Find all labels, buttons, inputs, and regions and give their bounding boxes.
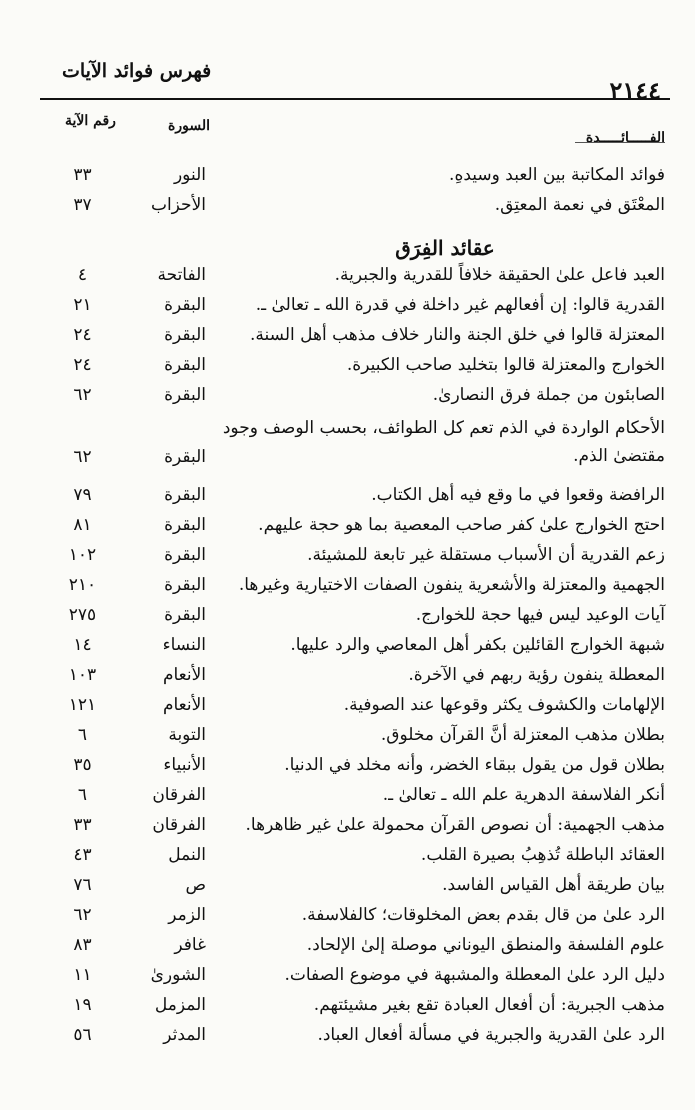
sura-name: البقرة [164, 605, 206, 625]
table-row [0, 812, 695, 842]
faida-text: الجهمية والمعتزلة والأشعرية ينفون الصفات الاختيارية وغيرها. [238, 575, 665, 595]
faida-text: زعم القدرية أن الأسباب مستقلة غير تابعة للمشيئة. [307, 545, 665, 565]
section-title: عقائد الفِرَق [395, 236, 495, 260]
faida-text: بيان طريقة أهل القياس الفاسد. [442, 875, 665, 895]
faida-text: علوم الفلسفة والمنطق اليوناني موصلة إلىٰ الإلحاد. [306, 935, 665, 955]
faida-text: آيات الوعيد ليس فيها حجة للخوارج. [415, 605, 665, 625]
sura-name: الشورىٰ [150, 965, 206, 985]
sura-name: الأحزاب [150, 195, 206, 215]
table-row [0, 542, 695, 572]
table-row [0, 932, 695, 962]
table-row [0, 572, 695, 602]
column-header-rule [575, 142, 665, 143]
column-header-ayah-number: رقم الآية [65, 113, 116, 129]
sura-name: الفرقان [152, 815, 206, 835]
sura-name: البقرة [164, 545, 206, 565]
ayah-number: ٦٢ [73, 385, 92, 405]
ayah-number: ٦ [77, 785, 88, 805]
ayah-number: ٣٧ [73, 195, 92, 215]
faida-text: القدرية قالوا: إن أفعالهم غير داخلة في قدرة الله ـ تعالىٰ ـ. [255, 295, 665, 315]
ayah-number: ٢٤ [73, 325, 92, 345]
running-header-title: فهرس فوائد الآيات [62, 60, 212, 82]
ayah-number: ٢٤ [73, 355, 92, 375]
sura-name: الزمر [168, 905, 206, 925]
ayah-number: ٣٣ [73, 165, 92, 185]
ayah-number: ٣٣ [73, 815, 92, 835]
table-row [0, 992, 695, 1022]
faida-text: العقائد الباطلة تُذهِبُ بصيرة القلب. [420, 845, 665, 865]
faida-text: الرد علىٰ من قال بقدم بعض المخلوقات؛ كالفلاسفة. [301, 905, 665, 925]
sura-name: الأنعام [162, 695, 206, 715]
table-row [0, 872, 695, 902]
sura-name: ص [185, 875, 206, 895]
faida-text: مذهب الجبرية: أن أفعال العبادة تقع بغير مشيئتهم. [313, 995, 665, 1015]
table-row [0, 512, 695, 542]
ayah-number: ١١ [73, 965, 92, 985]
table-row [0, 722, 695, 752]
faida-text: المعْتَق في نعمة المعتِق. [494, 195, 665, 215]
table-row [0, 418, 695, 467]
faida-text: فوائد المكاتبة بين العبد وسيدهِ. [449, 165, 665, 185]
sura-name: الفرقان [152, 785, 206, 805]
faida-text: بطلان مذهب المعتزلة أنَّ القرآن مخلوق. [380, 725, 665, 745]
sura-name: المزمل [154, 995, 206, 1015]
faida-text: المعطلة ينفون رؤية ربهم في الآخرة. [408, 665, 665, 685]
ayah-number: ٢٧٥ [68, 605, 97, 625]
sura-name: الأنعام [162, 665, 206, 685]
sura-name: المدثر [163, 1025, 206, 1045]
ayah-number: ١٤ [73, 635, 92, 655]
ayah-number: ١٩ [73, 995, 92, 1015]
ayah-number: ٨١ [73, 515, 92, 535]
ayah-number: ٨٣ [73, 935, 92, 955]
ayah-number: ٣٥ [73, 755, 92, 775]
table-row [0, 752, 695, 782]
header-rule [40, 98, 670, 100]
ayah-number: ٢١٠ [68, 575, 97, 595]
table-row [0, 1022, 695, 1052]
table-row [0, 692, 695, 722]
sura-name: البقرة [164, 325, 206, 345]
faida-text: العبد فاعل علىٰ الحقيقة خلافاً للقدرية والجبرية. [334, 265, 665, 285]
ayah-number: ٦٢ [73, 447, 92, 467]
faida-text: الأحكام الواردة في الذم تعم كل الطوائف، بحسب الوصف وجود مقتضىٰ الذم. [222, 418, 665, 466]
table-row [0, 352, 695, 382]
sura-name: البقرة [164, 485, 206, 505]
sura-name: النور [173, 165, 206, 185]
sura-name: النساء [162, 635, 206, 655]
sura-name: البقرة [164, 295, 206, 315]
page-number: ٢١٤٤ [609, 76, 661, 105]
ayah-number: ١٢١ [68, 695, 97, 715]
ayah-number: ٦٢ [73, 905, 92, 925]
sura-name: البقرة [164, 447, 206, 467]
sura-name: الفاتحة [157, 265, 206, 285]
sura-name: البقرة [164, 575, 206, 595]
faida-text: الرافضة وقعوا في ما وقع فيه أهل الكتاب. [371, 485, 665, 505]
sura-name: النمل [168, 845, 206, 865]
ayah-number: ٥٦ [73, 1025, 92, 1045]
column-header-faida: الفـــــائـــــدة [585, 130, 665, 146]
ayah-number: ٦ [77, 725, 88, 745]
faida-text: شبهة الخوارج القائلين بكفر أهل المعاصي والرد عليها. [290, 635, 665, 655]
faida-text: أنكر الفلاسفة الدهرية علم الله ـ تعالىٰ ـ. [382, 785, 665, 805]
table-row [0, 632, 695, 662]
ayah-number: ١٠٢ [68, 545, 97, 565]
ayah-number: ١٠٣ [68, 665, 97, 685]
table-row [0, 262, 695, 292]
table-row [0, 842, 695, 872]
faida-text: مذهب الجهمية: أن نصوص القرآن محمولة علىٰ غير ظاهرها. [245, 815, 665, 835]
table-row [0, 962, 695, 992]
ayah-number: ٤٣ [73, 845, 92, 865]
ayah-number: ٧٦ [73, 875, 92, 895]
ayah-number: ٤ [77, 265, 88, 285]
faida-text: الرد علىٰ القدرية والجبرية في مسألة أفعال العباد. [317, 1025, 665, 1045]
faida-text: المعتزلة قالوا في خلق الجنة والنار خلاف مذهب أهل السنة. [250, 325, 665, 345]
faida-text: احتج الخوارج علىٰ كفر صاحب المعصية بما هو حجة عليهم. [258, 515, 665, 535]
table-row [0, 322, 695, 352]
table-row [0, 782, 695, 812]
table-row [0, 192, 695, 222]
faida-text: بطلان قول من يقول ببقاء الخضر، وأنه مخلد في الدنيا. [284, 755, 665, 775]
table-row [0, 902, 695, 932]
ayah-number: ٧٩ [73, 485, 92, 505]
faida-text: الصابئون من جملة فرق النصارىٰ. [432, 385, 665, 405]
table-row [0, 602, 695, 632]
table-row [0, 292, 695, 322]
sura-name: البقرة [164, 515, 206, 535]
column-header-sura: السورة [168, 118, 210, 134]
sura-name: البقرة [164, 355, 206, 375]
sura-name: الأنبياء [163, 755, 206, 775]
sura-name: غافر [174, 935, 206, 955]
table-row [0, 482, 695, 512]
faida-text: الخوارج والمعتزلة قالوا بتخليد صاحب الكبيرة. [346, 355, 665, 375]
faida-text: دليل الرد علىٰ المعطلة والمشبهة في موضوع الصفات. [284, 965, 665, 985]
table-row [0, 382, 695, 412]
sura-name: التوبة [168, 725, 206, 745]
sura-name: البقرة [164, 385, 206, 405]
faida-text: الإلهامات والكشوف يكثر وقوعها عند الصوفية. [343, 695, 665, 715]
ayah-number: ٢١ [73, 295, 92, 315]
table-row [0, 162, 695, 192]
table-row [0, 662, 695, 692]
